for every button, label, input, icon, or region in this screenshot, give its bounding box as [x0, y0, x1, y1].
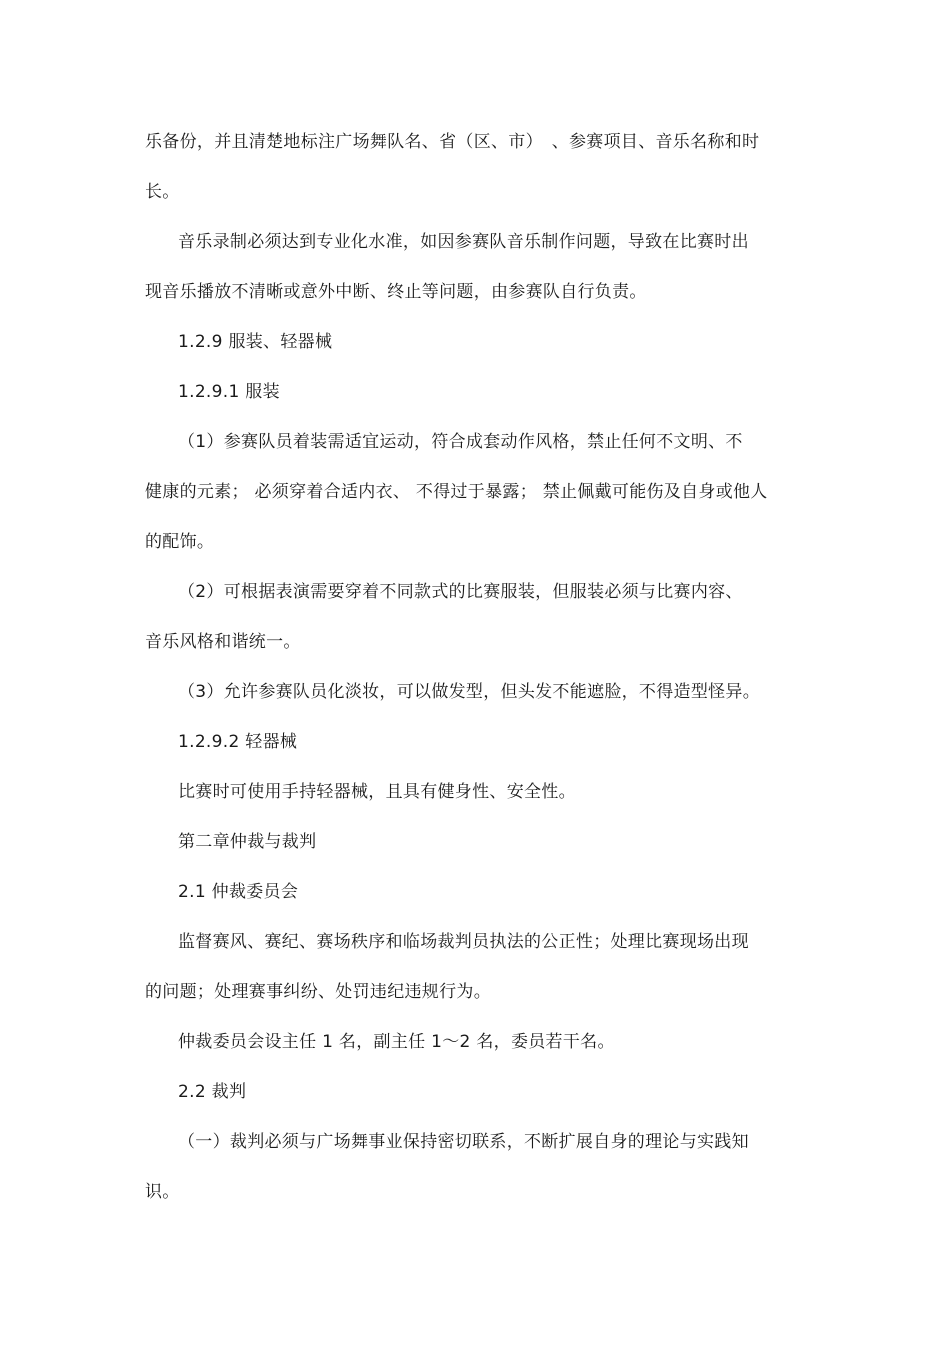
- paragraph-line: 识。: [145, 1182, 180, 1202]
- section-heading: 1.2.9 服装、轻器械: [178, 332, 333, 352]
- section-heading: 2.2 裁判: [178, 1082, 247, 1102]
- paragraph-line: 的配饰。: [145, 532, 215, 552]
- subsection-heading: 1.2.9.2 轻器械: [178, 732, 298, 752]
- paragraph-line: 仲裁委员会设主任 1 名，副主任 1～2 名，委员若干名。: [178, 1032, 615, 1052]
- paragraph-line: 健康的元素； 必须穿着合适内衣、 不得过于暴露； 禁止佩戴可能伤及自身或他人: [145, 482, 768, 502]
- paragraph-line: 监督赛风、赛纪、赛场秩序和临场裁判员执法的公正性；处理比赛现场出现: [178, 932, 749, 952]
- paragraph-line: （3）允许参赛队员化淡妆，可以做发型，但头发不能遮脸，不得造型怪异。: [178, 682, 761, 702]
- paragraph-line: 的问题；处理赛事纠纷、处罚违纪违规行为。: [145, 982, 491, 1002]
- paragraph-line: 音乐风格和谐统一。: [145, 632, 301, 652]
- chapter-heading: 第二章仲裁与裁判: [178, 832, 317, 852]
- paragraph-line: （2）可根据表演需要穿着不同款式的比赛服装，但服装必须与比赛内容、: [178, 582, 743, 602]
- paragraph-line: 长。: [145, 182, 180, 202]
- paragraph-line: 音乐录制必须达到专业化水准，如因参赛队音乐制作问题，导致在比赛时出: [178, 232, 749, 252]
- paragraph-line: 乐备份，并且清楚地标注广场舞队名、省（区、市） 、参赛项目、音乐名称和时: [145, 132, 760, 152]
- section-heading: 2.1 仲裁委员会: [178, 882, 299, 902]
- paragraph-line: （一）裁判必须与广场舞事业保持密切联系，不断扩展自身的理论与实践知: [178, 1132, 749, 1152]
- paragraph-line: 比赛时可使用手持轻器械，且具有健身性、安全性。: [178, 782, 576, 802]
- paragraph-line: （1）参赛队员着装需适宜运动，符合成套动作风格，禁止任何不文明、不: [178, 432, 743, 452]
- subsection-heading: 1.2.9.1 服装: [178, 382, 280, 402]
- paragraph-line: 现音乐播放不清晰或意外中断、终止等问题，由参赛队自行负责。: [145, 282, 647, 302]
